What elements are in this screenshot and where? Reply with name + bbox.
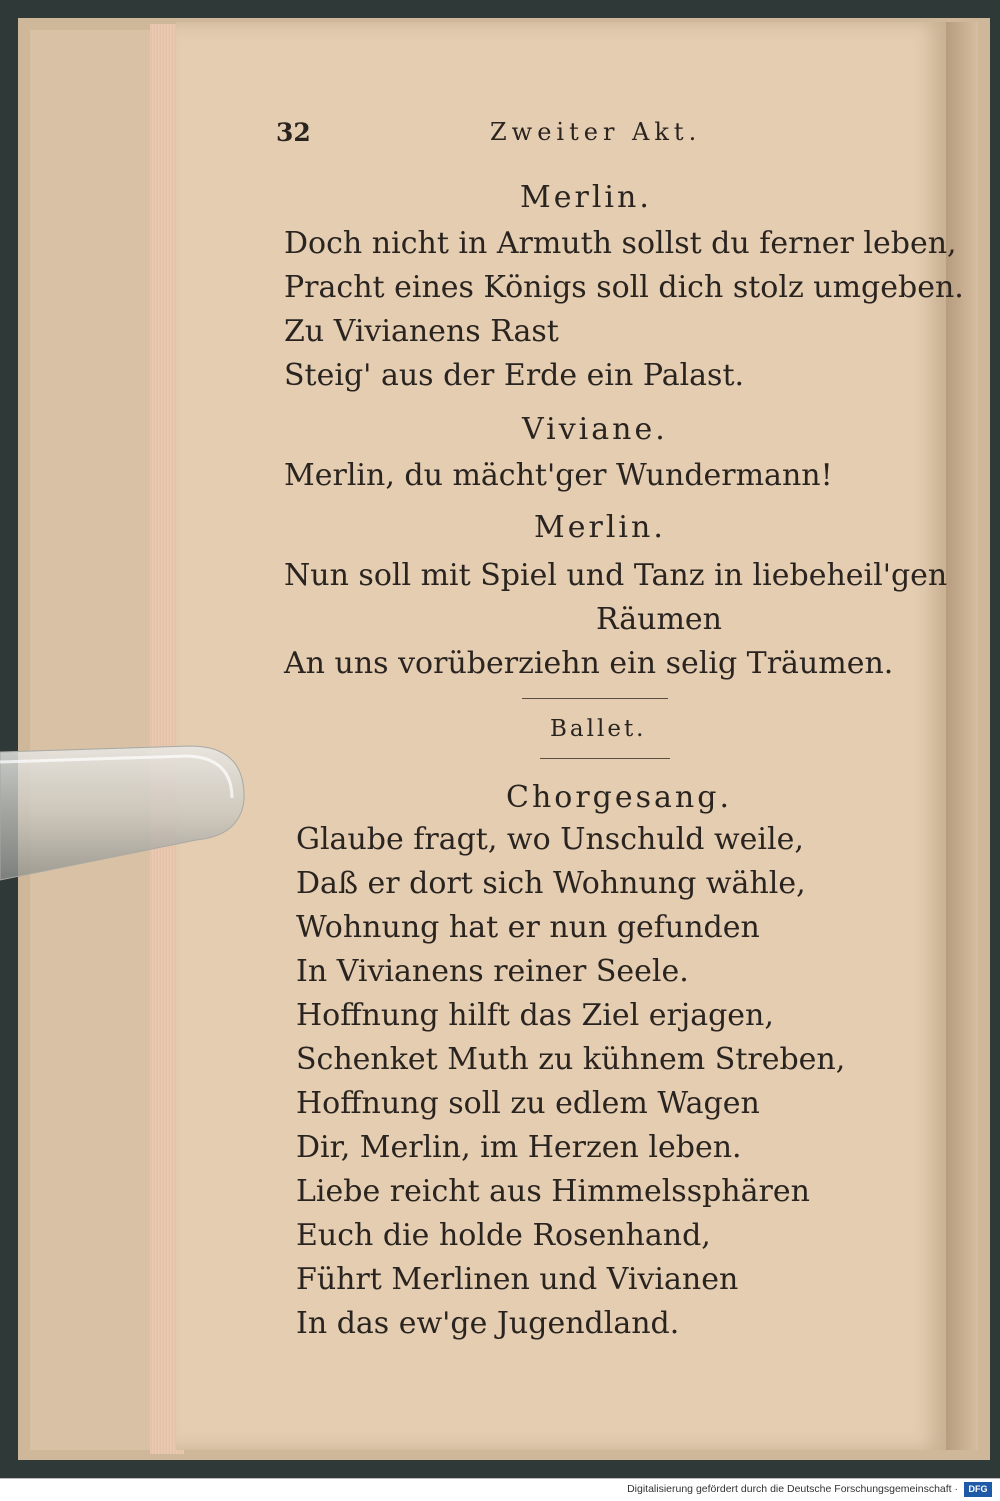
page-header (276, 118, 706, 158)
verse-line: Führt Merlinen und Vivianen (296, 1262, 739, 1297)
verse-line: Doch nicht in Armuth sollst du ferner leben, (284, 226, 957, 261)
verse-line: Daß er dort sich Wohnung wähle, (296, 866, 806, 901)
verse-line: Dir, Merlin, im Herzen leben. (296, 1130, 742, 1165)
verse-line: An uns vorüberziehn ein selig Träumen. (284, 646, 894, 681)
stage-direction: Ballet. (550, 716, 647, 742)
verse-line: In Vivianens reiner Seele. (296, 954, 689, 989)
verse-line: Nun soll mit Spiel und Tanz in liebeheil'gen (284, 558, 948, 593)
verse-line: Merlin, du mächt'ger Wundermann! (284, 458, 833, 493)
verse-line: Liebe reicht aus Himmelssphären (296, 1174, 810, 1209)
verse-line: Räumen (596, 602, 723, 637)
verse-line: Euch die holde Rosenhand, (296, 1218, 711, 1253)
digitization-footer (0, 1478, 1000, 1501)
speaker-name: Viviane. (522, 412, 668, 447)
verse-line: Zu Vivianens Rast (284, 314, 559, 349)
page-holder-clamp (0, 740, 250, 890)
chorus-title: Chorgesang. (506, 780, 732, 815)
verse-line: Hoffnung soll zu edlem Wagen (296, 1086, 760, 1121)
speaker-name: Merlin. (520, 180, 652, 215)
verse-line: Pracht eines Königs soll dich stolz umgeben. (284, 270, 964, 305)
running-head: Zweiter Akt. (490, 118, 702, 146)
divider-rule (540, 758, 670, 759)
verse-line: Glaube fragt, wo Unschuld weile, (296, 822, 804, 857)
divider-rule (522, 698, 668, 699)
dfg-logo: DFG (964, 1482, 992, 1497)
footer-credit: Digitalisierung gefördert durch die Deutsche Forschungsgemeinschaft · (627, 1483, 958, 1495)
page-number: 32 (276, 118, 311, 147)
verse-line: Schenket Muth zu kühnem Streben, (296, 1042, 846, 1077)
verse-line: In das ew'ge Jugendland. (296, 1306, 680, 1341)
verse-line: Hoffnung hilft das Ziel erjagen, (296, 998, 774, 1033)
speaker-name: Merlin. (534, 510, 666, 545)
verse-line: Steig' aus der Erde ein Palast. (284, 358, 745, 393)
verse-line: Wohnung hat er nun gefunden (296, 910, 760, 945)
